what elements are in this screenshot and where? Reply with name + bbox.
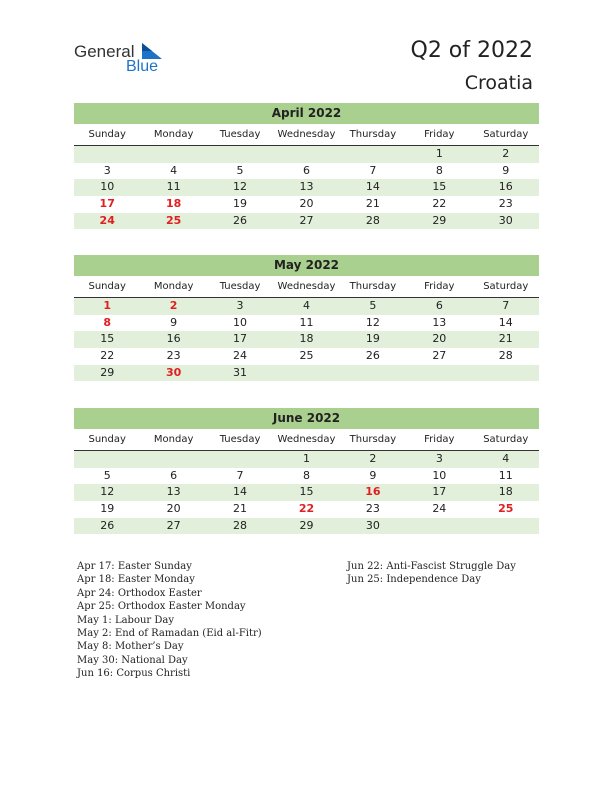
holiday-note: May 8: Mother’s Day bbox=[77, 641, 184, 653]
date-cell bbox=[406, 518, 472, 535]
date-cell: 27 bbox=[432, 349, 447, 363]
date-cell: 4 bbox=[302, 299, 310, 312]
date-cell: 28 bbox=[233, 518, 248, 532]
date-cell: 7 bbox=[369, 163, 377, 177]
date-cell: 31 bbox=[233, 365, 248, 379]
country-name: Croatia bbox=[464, 72, 533, 94]
date-cell: 15 bbox=[432, 180, 447, 194]
week-row bbox=[74, 484, 539, 501]
date-cell bbox=[74, 451, 140, 468]
date-cell: 19 bbox=[100, 502, 115, 516]
logo-text-general: General bbox=[74, 42, 135, 61]
date-cell: 26 bbox=[365, 349, 380, 363]
date-cell: 21 bbox=[233, 502, 248, 516]
holiday-date-cell: 2 bbox=[169, 299, 178, 312]
day-name: Wednesday bbox=[277, 129, 336, 140]
date-cell: 30 bbox=[365, 518, 380, 532]
date-cell: 23 bbox=[166, 349, 181, 363]
week-row bbox=[74, 518, 539, 535]
date-cell bbox=[273, 146, 339, 163]
month-header: June 2022 bbox=[74, 408, 539, 429]
day-name: Saturday bbox=[483, 281, 529, 292]
date-cell bbox=[207, 451, 273, 468]
date-cell: 19 bbox=[233, 197, 248, 211]
date-cell: 5 bbox=[369, 299, 377, 312]
logo-text-blue: Blue bbox=[126, 58, 159, 75]
week-row bbox=[74, 331, 539, 348]
date-cell: 13 bbox=[299, 180, 314, 194]
day-name: Saturday bbox=[483, 129, 529, 140]
date-cell: 12 bbox=[365, 315, 380, 329]
holiday-date-cell: 22 bbox=[298, 502, 315, 516]
date-cell: 6 bbox=[435, 299, 443, 312]
holiday-note: Apr 24: Orthodox Easter bbox=[77, 587, 202, 599]
date-cell: 9 bbox=[170, 315, 178, 329]
week-row bbox=[74, 298, 539, 315]
day-name: Tuesday bbox=[219, 434, 261, 445]
date-cell: 28 bbox=[365, 213, 380, 227]
date-cell: 2 bbox=[502, 147, 510, 160]
week-row bbox=[74, 163, 539, 180]
date-cell: 3 bbox=[103, 163, 111, 177]
date-cell: 20 bbox=[299, 197, 314, 211]
holiday-notes-right bbox=[347, 560, 516, 587]
day-name: Thursday bbox=[349, 281, 397, 292]
holiday-note: Apr 18: Easter Monday bbox=[77, 574, 195, 586]
date-cell: 7 bbox=[236, 468, 244, 482]
holiday-note: Apr 17: Easter Sunday bbox=[77, 561, 192, 572]
date-cell: 10 bbox=[233, 315, 248, 329]
week-row bbox=[74, 365, 539, 382]
day-name: Wednesday bbox=[277, 281, 336, 292]
date-cell bbox=[406, 365, 472, 382]
date-cell: 18 bbox=[299, 332, 314, 346]
date-cell: 29 bbox=[299, 518, 314, 532]
date-cell bbox=[340, 365, 406, 382]
day-name: Friday bbox=[424, 129, 455, 140]
date-cell: 6 bbox=[302, 163, 310, 177]
week-row bbox=[74, 213, 539, 230]
week-row bbox=[74, 348, 539, 365]
date-cell: 23 bbox=[365, 502, 380, 516]
date-cell: 13 bbox=[166, 485, 181, 499]
month-june bbox=[74, 408, 539, 534]
day-name: Thursday bbox=[349, 434, 397, 445]
holiday-note: May 30: National Day bbox=[77, 654, 188, 666]
day-name: Tuesday bbox=[219, 129, 261, 140]
date-cell: 17 bbox=[432, 485, 447, 499]
month-april bbox=[74, 103, 539, 229]
date-cell: 5 bbox=[103, 468, 111, 482]
date-cell: 23 bbox=[498, 197, 513, 211]
week-row bbox=[74, 146, 539, 163]
date-cell: 7 bbox=[502, 299, 510, 312]
logo bbox=[74, 40, 194, 80]
date-cell: 28 bbox=[498, 349, 513, 363]
date-cell: 16 bbox=[498, 180, 513, 194]
date-cell: 20 bbox=[432, 332, 447, 346]
date-cell: 24 bbox=[233, 349, 248, 363]
date-cell: 15 bbox=[299, 485, 314, 499]
date-cell bbox=[273, 365, 339, 382]
date-cell: 8 bbox=[435, 163, 443, 177]
date-cell: 9 bbox=[502, 163, 510, 177]
holiday-note: Apr 25: Orthodox Easter Monday bbox=[77, 601, 246, 613]
day-name: Sunday bbox=[88, 281, 126, 292]
date-cell: 11 bbox=[498, 468, 513, 482]
day-names-row bbox=[74, 429, 539, 451]
date-cell bbox=[473, 365, 539, 382]
holiday-date-cell: 1 bbox=[103, 299, 112, 312]
date-cell: 26 bbox=[100, 518, 115, 532]
day-name: Wednesday bbox=[277, 434, 336, 445]
page-title: Q2 of 2022 bbox=[410, 38, 533, 63]
date-cell: 29 bbox=[100, 365, 115, 379]
holiday-date-cell: 25 bbox=[498, 502, 514, 516]
holiday-note: Jun 22: Anti-Fascist Struggle Day bbox=[347, 561, 516, 572]
date-cell: 12 bbox=[233, 180, 248, 194]
week-row bbox=[74, 468, 539, 485]
date-cell: 3 bbox=[435, 452, 443, 465]
date-cell: 13 bbox=[432, 315, 447, 329]
holiday-note: May 1: Labour Day bbox=[77, 614, 174, 626]
day-names-row bbox=[74, 124, 539, 146]
month-may bbox=[74, 255, 539, 381]
date-cell: 21 bbox=[498, 332, 513, 346]
date-cell: 4 bbox=[502, 452, 510, 465]
date-cell: 14 bbox=[365, 180, 380, 194]
day-name: Friday bbox=[424, 434, 455, 445]
day-name: Monday bbox=[153, 434, 194, 445]
date-cell: 8 bbox=[302, 468, 310, 482]
date-cell: 27 bbox=[166, 518, 181, 532]
date-cell: 10 bbox=[100, 180, 115, 194]
week-row bbox=[74, 196, 539, 213]
date-cell: 11 bbox=[299, 315, 314, 329]
date-cell: 29 bbox=[432, 213, 447, 227]
day-name: Sunday bbox=[88, 434, 126, 445]
date-cell: 1 bbox=[435, 147, 443, 160]
holiday-note: Jun 16: Corpus Christi bbox=[77, 668, 191, 680]
date-cell bbox=[74, 146, 140, 163]
date-cell: 4 bbox=[170, 163, 178, 177]
date-cell bbox=[140, 451, 206, 468]
holiday-date-cell: 8 bbox=[103, 315, 112, 329]
holiday-date-cell: 16 bbox=[365, 485, 381, 499]
date-cell: 11 bbox=[166, 180, 181, 194]
date-cell: 14 bbox=[233, 485, 248, 499]
date-cell: 12 bbox=[100, 485, 115, 499]
date-cell: 16 bbox=[166, 332, 181, 346]
month-header: May 2022 bbox=[74, 255, 539, 276]
day-name: Friday bbox=[424, 281, 455, 292]
day-names-row bbox=[74, 276, 539, 298]
date-cell: 26 bbox=[233, 213, 248, 227]
holiday-date-cell: 25 bbox=[165, 213, 182, 227]
date-cell: 22 bbox=[100, 349, 115, 363]
holiday-date-cell: 24 bbox=[99, 213, 115, 227]
date-cell: 14 bbox=[498, 315, 513, 329]
date-cell: 20 bbox=[166, 502, 181, 516]
date-cell: 27 bbox=[299, 213, 314, 227]
date-cell bbox=[340, 146, 406, 163]
date-cell: 3 bbox=[236, 299, 244, 312]
week-row bbox=[74, 501, 539, 518]
date-cell: 24 bbox=[432, 502, 447, 516]
date-cell: 5 bbox=[236, 163, 244, 177]
date-cell bbox=[140, 146, 206, 163]
date-cell: 15 bbox=[100, 332, 115, 346]
date-cell: 2 bbox=[369, 452, 377, 465]
holiday-date-cell: 17 bbox=[99, 197, 115, 211]
day-name: Monday bbox=[153, 129, 194, 140]
date-cell: 22 bbox=[432, 197, 447, 211]
week-row bbox=[74, 451, 539, 468]
logo-flag-icon bbox=[140, 43, 164, 59]
holiday-note: May 2: End of Ramadan (Eid al-Fitr) bbox=[77, 628, 262, 640]
day-name: Thursday bbox=[349, 129, 397, 140]
week-row bbox=[74, 179, 539, 196]
day-name: Monday bbox=[153, 281, 194, 292]
day-name: Tuesday bbox=[219, 281, 261, 292]
date-cell bbox=[473, 518, 539, 535]
holiday-date-cell: 18 bbox=[165, 197, 182, 211]
date-cell: 19 bbox=[365, 332, 380, 346]
date-cell: 6 bbox=[170, 468, 178, 482]
date-cell: 10 bbox=[432, 468, 447, 482]
holiday-date-cell: 30 bbox=[165, 365, 182, 379]
date-cell bbox=[207, 146, 273, 163]
date-cell: 30 bbox=[498, 213, 513, 227]
date-cell: 9 bbox=[369, 468, 377, 482]
month-header: April 2022 bbox=[74, 103, 539, 124]
day-name: Sunday bbox=[88, 129, 126, 140]
week-row bbox=[74, 315, 539, 332]
date-cell: 1 bbox=[302, 452, 310, 465]
date-cell: 17 bbox=[233, 332, 248, 346]
date-cell: 21 bbox=[365, 197, 380, 211]
date-cell: 18 bbox=[498, 485, 513, 499]
holiday-notes-left bbox=[77, 560, 262, 681]
day-name: Saturday bbox=[483, 434, 529, 445]
date-cell: 25 bbox=[299, 349, 314, 363]
holiday-note: Jun 25: Independence Day bbox=[347, 574, 481, 586]
